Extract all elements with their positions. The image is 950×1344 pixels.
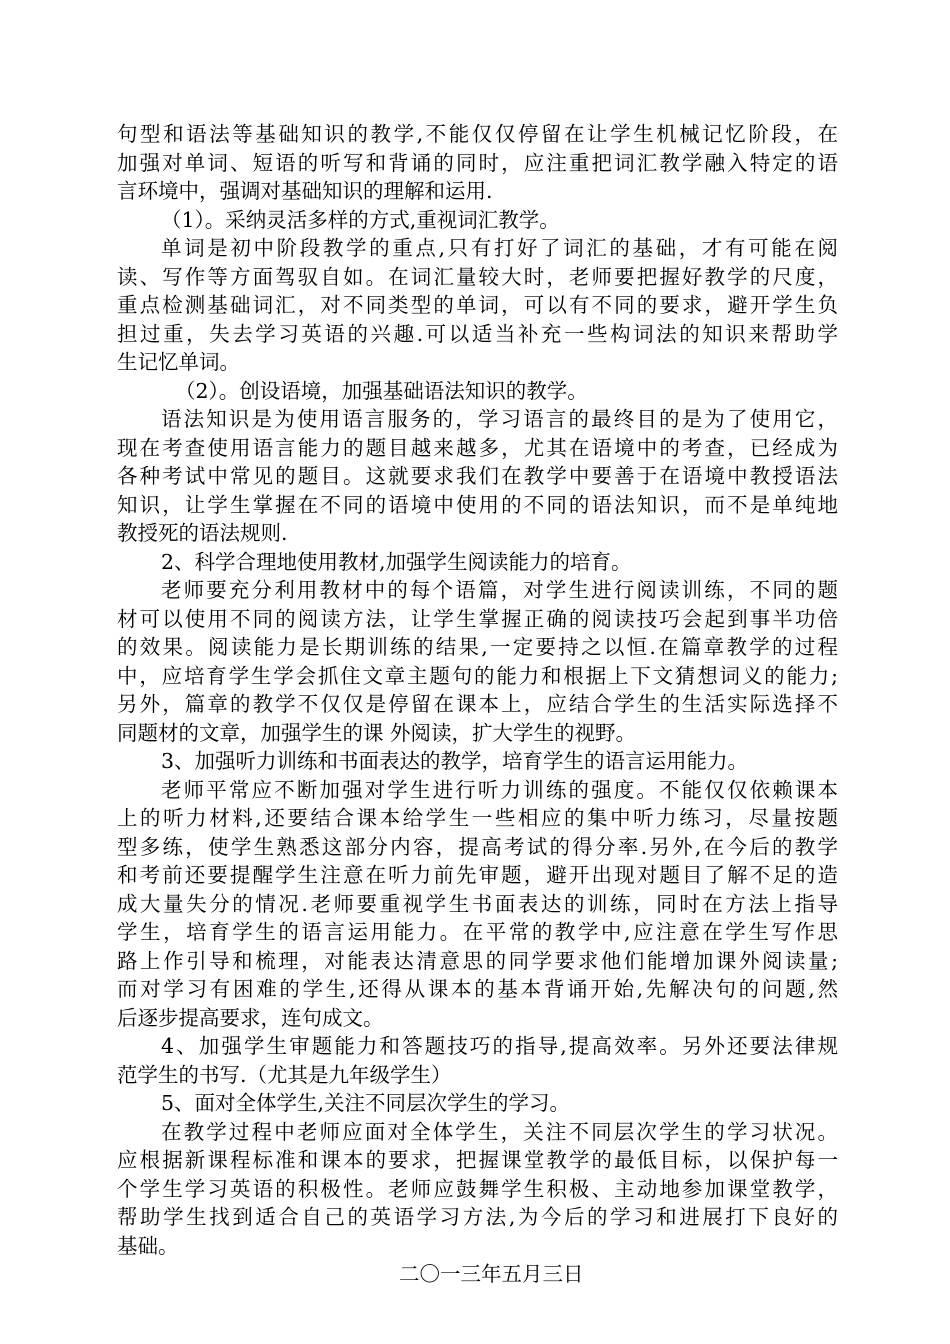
section-heading-3: 3、加强听力训练和书面表达的教学，培育学生的语言运用能力。 [161, 749, 749, 773]
text-line: 和考前还要提醒学生注意在听力前先审题，避开出现对题目了解不足的造 [117, 863, 838, 887]
text-line: 教授死的语法规则. [117, 521, 288, 545]
text-line: 的效果。阅读能力是长期训练的结果,一定要持之以恒.在篇章教学的过程 [117, 635, 838, 659]
section-heading-1-1: （1）。采纳灵活多样的方式,重视词汇教学。 [161, 207, 560, 232]
document-date: 二〇一三年五月三日 [399, 1262, 584, 1286]
text-line: 生记忆单词。 [117, 350, 240, 374]
text-line: 重点检测基础词汇，对不同类型的单词，可以有不同的要求，避开学生负 [117, 293, 838, 317]
text-line: 另外，篇章的教学不仅仅是停留在课本上，应结合学生的生活实际选择不 [117, 692, 838, 716]
text-line: 材可以使用不同的阅读方法，让学生掌握正确的阅读技巧会起到事半功倍 [117, 606, 838, 631]
section-heading-4: 4、加强学生审题能力和答题技巧的指导,提高效率。另外还要法律规 [161, 1034, 838, 1058]
text-line: 在教学过程中老师应面对全体学生，关注不同层次学生的学习状况。 [161, 1119, 838, 1144]
text-line: 老师平常应不断加强对学生进行听力训练的强度。不能仅仅依赖课本 [161, 777, 838, 802]
text-line: 读、写作等方面驾驭自如。在词汇量较大时，老师要把握好教学的尺度， [117, 264, 838, 289]
text-line: 路上作引导和梳理，对能表达清意思的同学要求他们能增加课外阅读量; [117, 948, 838, 973]
text-line: 句型和语法等基础知识的教学,不能仅仅停留在让学生机械记忆阶段，在 [117, 122, 838, 146]
text-line: 学生，培育学生的语言运用能力。在平常的教学中,应注意在学生写作思 [117, 920, 838, 944]
text-line: 范学生的书写.（尤其是九年级学生） [117, 1062, 452, 1087]
text-line: 成大量失分的情况.老师要重视学生书面表达的训练，同时在方法上指导 [117, 891, 838, 916]
text-line: 言环境中，强调对基础知识的理解和运用. [117, 179, 493, 203]
text-line: 现在考查使用语言能力的题目越来越多，尤其在语境中的考查，已经成为 [117, 435, 838, 460]
text-line: 加强对单词、短语的听写和背诵的同时，应注重把词汇教学融入特定的语 [117, 150, 838, 175]
text-line: 语法知识是为使用语言服务的，学习语言的最终目的是为了使用它， [161, 407, 838, 431]
text-line: 应根据新课程标准和课本的要求，把握课堂教学的最低目标，以保护每一 [117, 1148, 838, 1172]
text-line: 中，应培育学生学会抓住文章主题句的能力和根据上下文猜想词义的能力; [117, 663, 838, 688]
text-line: 基础。 [117, 1233, 179, 1258]
text-line: 型多练，使学生熟悉这部分内容，提高考试的得分率.另外,在今后的教学 [117, 834, 838, 859]
text-line: 同题材的文章，加强学生的课 外阅读，扩大学生的视野。 [117, 720, 637, 745]
text-line: 个学生学习英语的积极性。老师应鼓舞学生积极、主动地参加课堂教学， [117, 1176, 838, 1201]
section-heading-1-2: （2）。创设语境，加强基础语法知识的教学。 [175, 378, 588, 403]
section-heading-5: 5、面对全体学生,关注不同层次学生的学习。 [161, 1091, 571, 1115]
text-line: 老师要充分利用教材中的每个语篇，对学生进行阅读训练，不同的题 [161, 578, 838, 602]
text-line: 单词是初中阶段教学的重点,只有打好了词汇的基础，才有可能在阅 [161, 236, 838, 260]
text-line: 帮助学生找到适合自己的英语学习方法,为今后的学习和进展打下良好的 [117, 1205, 838, 1229]
text-line: 上的听力材料,还要结合课本给学生一些相应的集中听力练习，尽量按题 [117, 806, 838, 830]
section-heading-2: 2、科学合理地使用教材,加强学生阅读能力的培育。 [161, 549, 632, 574]
text-line: 后逐步提高要求，连句成文。 [117, 1005, 384, 1030]
text-line: 担过重，失去学习英语的兴趣.可以适当补充一些构词法的知识来帮助学 [117, 321, 838, 346]
text-line: 各种考试中常见的题目。这就要求我们在教学中要善于在语境中教授语法 [117, 464, 838, 488]
text-line: 知识，让学生掌握在不同的语境中使用的不同的语法知识，而不是单纯地 [117, 492, 838, 517]
text-line: 而对学习有困难的学生,还得从课本的基本背诵开始,先解决句的问题,然 [117, 977, 838, 1001]
